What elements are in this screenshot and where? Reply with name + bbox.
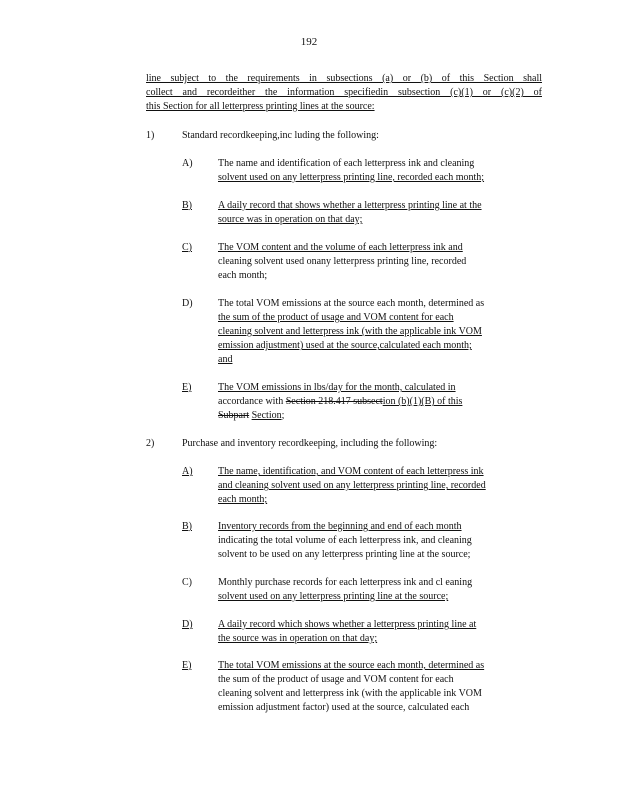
item-1d-label: D) (182, 298, 193, 309)
page-number: 192 (300, 36, 318, 48)
item-2e-line-2: the sum of the product of usage and VOM content for each (218, 674, 454, 685)
item-1e-line-2 (218, 395, 462, 408)
item-2e-line-3: cleaning solvent and letterpress ink (with the applicable ink VOM (218, 688, 482, 699)
item-1b-line-1: A daily record that shows whether a letterpress printing line at the (218, 200, 482, 211)
item-2c-label: C) (182, 577, 192, 588)
item-1c-label: C) (182, 242, 192, 253)
item-2c-line-1: Monthly purchase records for each letterpress ink and cl eaning (218, 577, 473, 588)
section1-title: Standard recordkeeping,inc luding the following: (182, 130, 379, 141)
item-1e-struck-section: Section 218.417 subsect (285, 396, 383, 407)
item-1a-line-2: solvent used on any letterpress printing line, recorded each month; (218, 172, 485, 183)
item-1d-line-1: The total VOM emissions at the source each month, determined as (218, 298, 485, 309)
item-2e-line-4: emission adjustment factor) used at the source, calculated each (218, 702, 470, 713)
item-1d-line-5: and (218, 354, 233, 365)
item-1b-label: B) (182, 200, 192, 211)
item-1d-line-2: the sum of the product of usage and VOM content for each (218, 312, 454, 323)
item-2b-label: B) (182, 521, 192, 532)
section1-number: 1) (146, 130, 155, 141)
item-1a-line-1: The name and identification of each letterpress ink and cleaning (218, 158, 475, 169)
item-1e-struck-subpart: Subpart (218, 410, 250, 421)
item-2d-label: D) (182, 619, 193, 630)
item-2b-line-1: Inventory records from the beginning and end of each month (218, 521, 462, 532)
item-2d-line-2: the source was in operation on that day; (218, 633, 378, 644)
intro-line-2: collect and recordeither the information specifiedin subsection (c)(1) or (c)(2) of (146, 87, 542, 98)
item-1a-label: A) (182, 158, 193, 169)
item-2c-line-2: solvent used on any letterpress printing line at the source; (218, 591, 449, 602)
item-2b-line-3: solvent to be used on any letterpress printing line at the source; (218, 549, 471, 560)
item-1e-inserted-ref: ion (b)(1)(B) of this (382, 396, 463, 407)
item-1c-line-3: each month; (218, 270, 268, 281)
item-2e-line-1: The total VOM emissions at the source each month, determined as (218, 660, 485, 671)
intro-line-3: this Section for all letterpress printing lines at the source: (146, 101, 375, 112)
intro-line-1: line subject to the requirements in subsections (a) or (b) of this Section shall (146, 73, 542, 84)
item-1e-text-a: accordance with (218, 396, 284, 407)
item-2a-label: A) (182, 466, 193, 477)
item-1b-line-2: source was in operation on that day; (218, 214, 363, 225)
item-1c-line-1: The VOM content and the volume of each letterpress ink and (218, 242, 463, 253)
item-2a-line-3: each month; (218, 494, 268, 505)
item-1e-inserted-section: Section (251, 410, 282, 421)
section2-number: 2) (146, 438, 155, 449)
section2-title: Purchase and inventory recordkeeping, including the following: (182, 438, 438, 449)
item-1e-semicolon: ; (281, 410, 285, 421)
item-1e-label: E) (182, 382, 192, 393)
item-1c-line-2: cleaning solvent used onany letterpress printing line, recorded (218, 256, 467, 267)
item-1d-line-3: cleaning solvent and letterpress ink (with the applicable ink VOM (218, 326, 482, 337)
item-2d-line-1: A daily record which shows whether a letterpress printing line at (218, 619, 477, 630)
item-2e-label: E) (182, 660, 192, 671)
item-2b-line-2: indicating the total volume of each letterpress ink, and cleaning (218, 535, 472, 546)
item-1d-line-4: emission adjustment) used at the source,calculated each month; (218, 340, 472, 351)
item-1e-line-1: The VOM emissions in lbs/day for the month, calculated in (218, 382, 456, 393)
item-2a-line-1: The name, identification, and VOM content of each letterpress ink (218, 466, 484, 477)
item-1e-line-3 (218, 409, 284, 422)
item-2a-line-2: and cleaning solvent used on any letterpress printing line, recorded (218, 480, 486, 491)
